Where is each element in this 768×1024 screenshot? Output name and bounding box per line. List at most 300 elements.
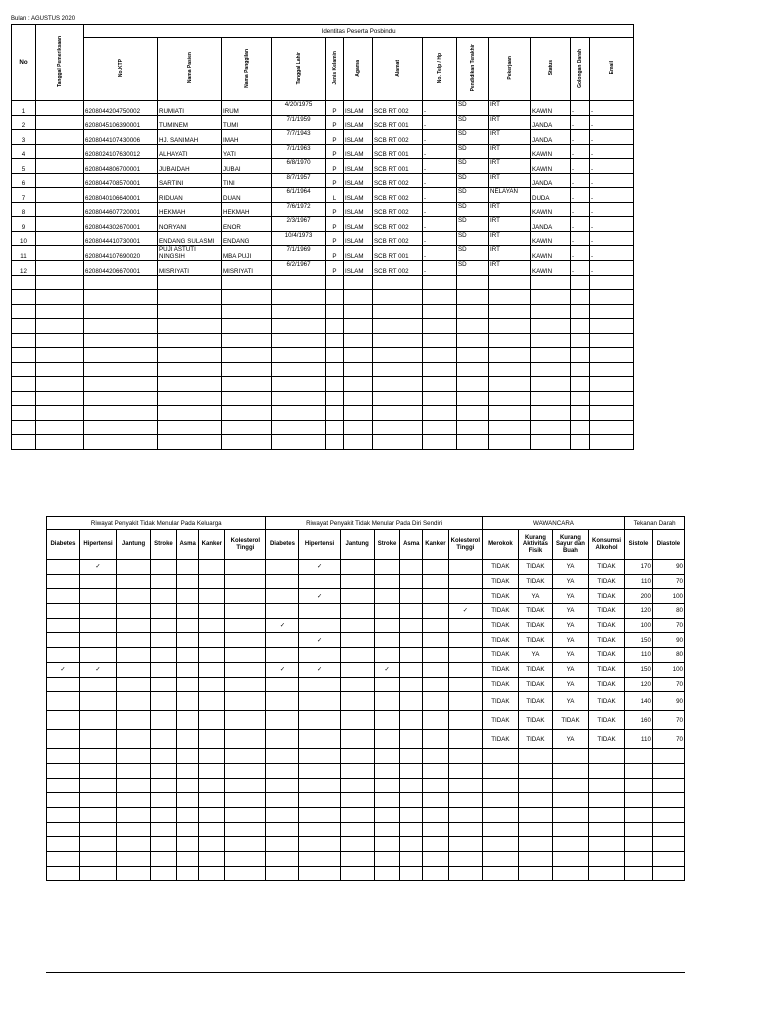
empty-cell [222, 377, 272, 392]
cell-jk: P [326, 261, 344, 276]
empty-cell [79, 749, 116, 764]
empty-cell [552, 793, 588, 808]
cell-ktp: 6208044107430006 [84, 130, 158, 145]
col-header-5: Agama [344, 38, 373, 101]
blood-pressure-group-header: Tekanan Darah [625, 517, 685, 530]
cell-telp: - [423, 173, 457, 188]
cell-diastole: 90 [652, 692, 684, 711]
empty-cell [199, 793, 225, 808]
cell-email: - [590, 261, 634, 276]
empty-cell [225, 807, 266, 822]
col-header-13: Kolesterol Tinggi [448, 530, 482, 560]
table-row [12, 261, 634, 276]
cell-status: JANDA [531, 115, 571, 130]
cell-s_kolesterol [448, 648, 482, 663]
cell-k_kolesterol [225, 560, 266, 575]
empty-cell [652, 807, 684, 822]
empty-cell [340, 778, 374, 793]
cell-k_diabetes: ✓ [47, 662, 80, 677]
cell-jk: P [326, 115, 344, 130]
cell-sistole: 120 [625, 604, 653, 619]
empty-row [12, 290, 634, 305]
empty-cell [374, 866, 400, 881]
col-header-17: Konsumsi Alkohol [589, 530, 625, 560]
empty-cell [47, 837, 80, 852]
cell-k_kolesterol [225, 604, 266, 619]
empty-cell [326, 406, 344, 421]
cell-lahir: 7/6/1972 [272, 202, 326, 217]
cell-k_jantung [117, 574, 151, 589]
empty-cell [199, 807, 225, 822]
cell-s_kanker [423, 711, 449, 730]
cell-agama: ISLAM [344, 130, 373, 145]
col-header-18: Sistole [625, 530, 653, 560]
cell-s_stroke: ✓ [374, 662, 400, 677]
cell-k_stroke [151, 604, 177, 619]
empty-cell [531, 435, 571, 450]
empty-cell [326, 333, 344, 348]
cell-k_jantung [117, 692, 151, 711]
cell-k_kolesterol [225, 574, 266, 589]
cell-alkohol: TIDAK [589, 730, 625, 749]
cell-k_hipertensi [79, 730, 116, 749]
empty-cell [590, 362, 634, 377]
cell-k_hipertensi [79, 648, 116, 663]
cell-k_diabetes [47, 604, 80, 619]
cell-k_asma [176, 604, 199, 619]
cell-lahir: 4/20/1975 [272, 101, 326, 116]
empty-row [47, 793, 685, 808]
empty-cell [518, 866, 552, 881]
col-header-2: Nama Panggilan [222, 38, 272, 101]
empty-cell [158, 304, 222, 319]
identity-group-header: Identitas Peserta Posbindu [84, 25, 634, 38]
empty-cell [158, 435, 222, 450]
empty-cell [326, 304, 344, 319]
empty-cell [344, 377, 373, 392]
empty-cell [590, 348, 634, 363]
cell-alkohol: TIDAK [589, 618, 625, 633]
empty-cell [117, 807, 151, 822]
empty-cell [84, 435, 158, 450]
empty-cell [625, 763, 653, 778]
cell-s_asma [400, 560, 423, 575]
empty-cell [489, 391, 531, 406]
cell-sistole: 150 [625, 662, 653, 677]
empty-cell [374, 778, 400, 793]
empty-cell [423, 406, 457, 421]
empty-cell [531, 333, 571, 348]
cell-s_kolesterol [448, 633, 482, 648]
empty-cell [158, 319, 222, 334]
cell-pekerjaan: IRT [489, 202, 531, 217]
empty-cell [489, 435, 531, 450]
empty-cell [117, 866, 151, 881]
cell-tgl [36, 231, 84, 246]
empty-cell [326, 420, 344, 435]
empty-cell [374, 837, 400, 852]
cell-pendidikan: SD [457, 246, 489, 261]
cell-diastole: 70 [652, 711, 684, 730]
empty-cell [84, 333, 158, 348]
cell-merokok: TIDAK [482, 574, 518, 589]
cell-k_kanker [199, 604, 225, 619]
empty-cell [47, 763, 80, 778]
empty-cell [423, 304, 457, 319]
empty-cell [571, 348, 590, 363]
empty-cell [344, 406, 373, 421]
cell-alkohol: TIDAK [589, 560, 625, 575]
cell-status: KAWIN [531, 202, 571, 217]
cell-merokok: TIDAK [482, 662, 518, 677]
cell-s_stroke [374, 618, 400, 633]
cell-email: - [590, 144, 634, 159]
empty-cell [199, 837, 225, 852]
empty-cell [344, 348, 373, 363]
empty-cell [652, 852, 684, 867]
cell-k_kolesterol [225, 711, 266, 730]
col-header-2: Jantung [117, 530, 151, 560]
col-header-3: Tanggal Lahir [272, 38, 326, 101]
empty-cell [457, 420, 489, 435]
cell-no: 4 [12, 144, 36, 159]
empty-cell [47, 793, 80, 808]
cell-alamat: SCB RT 001 [373, 115, 423, 130]
cell-k_jantung [117, 633, 151, 648]
empty-cell [151, 778, 177, 793]
cell-s_stroke [374, 589, 400, 604]
cell-diastole: 70 [652, 730, 684, 749]
empty-cell [374, 749, 400, 764]
cell-diastole: 90 [652, 560, 684, 575]
empty-cell [589, 807, 625, 822]
empty-cell [47, 822, 80, 837]
cell-ktp: 6208044206670001 [84, 261, 158, 276]
cell-pendidikan: SD [457, 188, 489, 203]
table-row [47, 730, 685, 749]
empty-cell [489, 377, 531, 392]
empty-cell [531, 420, 571, 435]
empty-cell [448, 866, 482, 881]
empty-cell [552, 778, 588, 793]
empty-cell [326, 319, 344, 334]
cell-aktivitas: YA [518, 589, 552, 604]
col-header-8: Hipertensi [299, 530, 340, 560]
cell-status: KAWIN [531, 261, 571, 276]
cell-s_diabetes [266, 604, 299, 619]
cell-panggilan: ENOR [222, 217, 272, 232]
cell-jk: P [326, 144, 344, 159]
cell-k_hipertensi [79, 589, 116, 604]
cell-s_diabetes [266, 560, 299, 575]
empty-cell [158, 348, 222, 363]
empty-cell [344, 420, 373, 435]
cell-alamat: SCB RT 001 [373, 159, 423, 174]
cell-s_diabetes [266, 589, 299, 604]
empty-row [47, 866, 685, 881]
empty-cell [423, 793, 449, 808]
empty-cell [482, 852, 518, 867]
cell-s_asma [400, 711, 423, 730]
cell-panggilan: MBA PUJI [222, 246, 272, 261]
cell-email: - [590, 115, 634, 130]
cell-s_hipertensi [299, 711, 340, 730]
col-header-3: Stroke [151, 530, 177, 560]
cell-pendidikan: SD [457, 101, 489, 116]
cell-aktivitas: YA [518, 648, 552, 663]
cell-k_jantung [117, 730, 151, 749]
empty-cell [222, 435, 272, 450]
cell-k_diabetes [47, 589, 80, 604]
empty-cell [299, 749, 340, 764]
cell-pekerjaan: IRT [489, 261, 531, 276]
cell-status: KAWIN [531, 101, 571, 116]
empty-cell [344, 391, 373, 406]
empty-cell [36, 406, 84, 421]
empty-cell [340, 749, 374, 764]
empty-cell [590, 420, 634, 435]
empty-cell [423, 778, 449, 793]
cell-lahir: 10/4/1973 [272, 231, 326, 246]
col-header-10: Stroke [374, 530, 400, 560]
cell-email: - [590, 188, 634, 203]
empty-cell [571, 420, 590, 435]
cell-s_jantung [340, 589, 374, 604]
empty-cell [518, 837, 552, 852]
cell-k_jantung [117, 677, 151, 692]
empty-cell [590, 435, 634, 450]
empty-cell [222, 420, 272, 435]
empty-cell [423, 377, 457, 392]
empty-cell [151, 793, 177, 808]
empty-cell [625, 837, 653, 852]
cell-ktp: 6208044302670001 [84, 217, 158, 232]
cell-agama: ISLAM [344, 173, 373, 188]
cell-status: DUDA [531, 188, 571, 203]
col-header-11: Asma [400, 530, 423, 560]
table-row [47, 604, 685, 619]
cell-k_hipertensi [79, 574, 116, 589]
table-row [47, 560, 685, 575]
cell-alkohol: TIDAK [589, 589, 625, 604]
col-header-9: Pekerjaan [489, 38, 531, 101]
cell-k_stroke [151, 618, 177, 633]
empty-cell [326, 348, 344, 363]
empty-row [12, 333, 634, 348]
empty-cell [589, 763, 625, 778]
empty-cell [266, 778, 299, 793]
empty-cell [590, 333, 634, 348]
table-row [47, 648, 685, 663]
col-header-4: Asma [176, 530, 199, 560]
empty-cell [652, 778, 684, 793]
empty-cell [457, 275, 489, 290]
empty-cell [531, 304, 571, 319]
cell-nama: MISRIYATI [158, 261, 222, 276]
cell-agama: ISLAM [344, 188, 373, 203]
empty-cell [47, 778, 80, 793]
empty-cell [448, 837, 482, 852]
cell-aktivitas: TIDAK [518, 711, 552, 730]
empty-cell [373, 333, 423, 348]
cell-s_hipertensi [299, 574, 340, 589]
empty-row [12, 348, 634, 363]
cell-s_kolesterol [448, 589, 482, 604]
empty-cell [489, 319, 531, 334]
cell-s_asma [400, 662, 423, 677]
cell-sayur: YA [552, 618, 588, 633]
cell-aktivitas: TIDAK [518, 730, 552, 749]
cell-k_diabetes [47, 633, 80, 648]
bottom-divider [46, 972, 685, 973]
cell-telp: - [423, 144, 457, 159]
empty-cell [158, 391, 222, 406]
empty-cell [344, 275, 373, 290]
cell-k_kolesterol [225, 730, 266, 749]
cell-sayur: YA [552, 560, 588, 575]
cell-agama: ISLAM [344, 261, 373, 276]
empty-row [12, 420, 634, 435]
cell-tgl [36, 101, 84, 116]
empty-cell [457, 333, 489, 348]
cell-alkohol: TIDAK [589, 711, 625, 730]
cell-sistole: 100 [625, 618, 653, 633]
cell-k_stroke [151, 589, 177, 604]
empty-cell [199, 778, 225, 793]
empty-cell [423, 319, 457, 334]
cell-s_hipertensi [299, 618, 340, 633]
empty-cell [531, 319, 571, 334]
cell-s_hipertensi: ✓ [299, 560, 340, 575]
cell-k_stroke [151, 560, 177, 575]
cell-sistole: 160 [625, 711, 653, 730]
cell-gol: - [571, 261, 590, 276]
empty-row [47, 822, 685, 837]
cell-diastole: 100 [652, 589, 684, 604]
cell-s_kolesterol [448, 692, 482, 711]
empty-cell [299, 837, 340, 852]
empty-cell [482, 763, 518, 778]
cell-alamat: SCB RT 002 [373, 188, 423, 203]
cell-nama: RIDUAN [158, 188, 222, 203]
empty-cell [552, 763, 588, 778]
empty-cell [299, 807, 340, 822]
empty-cell [423, 435, 457, 450]
empty-cell [423, 275, 457, 290]
empty-cell [47, 807, 80, 822]
empty-cell [36, 420, 84, 435]
empty-cell [400, 822, 423, 837]
empty-cell [266, 793, 299, 808]
cell-k_hipertensi [79, 618, 116, 633]
cell-merokok: TIDAK [482, 730, 518, 749]
cell-nama: RUMIATI [158, 101, 222, 116]
empty-cell [340, 822, 374, 837]
cell-alamat: SCB RT 001 [373, 144, 423, 159]
empty-cell [400, 807, 423, 822]
cell-merokok: TIDAK [482, 589, 518, 604]
empty-cell [12, 435, 36, 450]
cell-gol: - [571, 188, 590, 203]
empty-cell [448, 763, 482, 778]
empty-cell [266, 866, 299, 881]
cell-k_hipertensi: ✓ [79, 662, 116, 677]
empty-cell [158, 420, 222, 435]
empty-cell [531, 348, 571, 363]
cell-panggilan: IMAH [222, 130, 272, 145]
cell-s_hipertensi: ✓ [299, 589, 340, 604]
empty-cell [266, 852, 299, 867]
empty-cell [84, 362, 158, 377]
cell-s_stroke [374, 730, 400, 749]
cell-lahir: 2/3/1967 [272, 217, 326, 232]
empty-cell [373, 406, 423, 421]
table-row [47, 574, 685, 589]
cell-telp: - [423, 159, 457, 174]
cell-tgl [36, 217, 84, 232]
cell-gol: - [571, 144, 590, 159]
cell-ktp: 6208024107630012 [84, 144, 158, 159]
cell-telp: - [423, 101, 457, 116]
empty-cell [457, 319, 489, 334]
cell-k_kanker [199, 692, 225, 711]
empty-cell [176, 852, 199, 867]
empty-cell [518, 852, 552, 867]
empty-cell [423, 362, 457, 377]
cell-panggilan: ENDANG [222, 231, 272, 246]
empty-cell [222, 319, 272, 334]
empty-cell [225, 793, 266, 808]
cell-s_kolesterol [448, 560, 482, 575]
cell-s_kolesterol [448, 677, 482, 692]
empty-cell [344, 435, 373, 450]
cell-k_kanker [199, 711, 225, 730]
empty-cell [571, 435, 590, 450]
col-header-1: Hipertensi [79, 530, 116, 560]
cell-s_stroke [374, 633, 400, 648]
empty-cell [158, 362, 222, 377]
cell-pekerjaan: IRT [489, 130, 531, 145]
empty-cell [272, 319, 326, 334]
empty-cell [457, 377, 489, 392]
cell-tgl [36, 130, 84, 145]
empty-cell [158, 333, 222, 348]
cell-lahir: 7/1/1969 [272, 246, 326, 261]
empty-cell [518, 778, 552, 793]
self-history-group-header: Riwayat Penyakit Tidak Menular Pada Diri Sendiri [266, 517, 482, 530]
cell-s_hipertensi: ✓ [299, 662, 340, 677]
cell-k_kanker [199, 648, 225, 663]
cell-sayur: YA [552, 677, 588, 692]
cell-gol: - [571, 115, 590, 130]
cell-k_hipertensi [79, 633, 116, 648]
empty-cell [374, 852, 400, 867]
cell-pekerjaan: IRT [489, 101, 531, 116]
cell-tgl [36, 159, 84, 174]
empty-cell [340, 866, 374, 881]
cell-jk: P [326, 231, 344, 246]
cell-k_asma [176, 648, 199, 663]
empty-row [12, 319, 634, 334]
cell-pekerjaan: IRT [489, 144, 531, 159]
empty-cell [457, 435, 489, 450]
empty-cell [225, 837, 266, 852]
table-row [12, 130, 634, 145]
empty-cell [84, 406, 158, 421]
cell-telp: - [423, 188, 457, 203]
col-header-7: No. Telp / Hp [423, 38, 457, 101]
cell-gol: - [571, 217, 590, 232]
